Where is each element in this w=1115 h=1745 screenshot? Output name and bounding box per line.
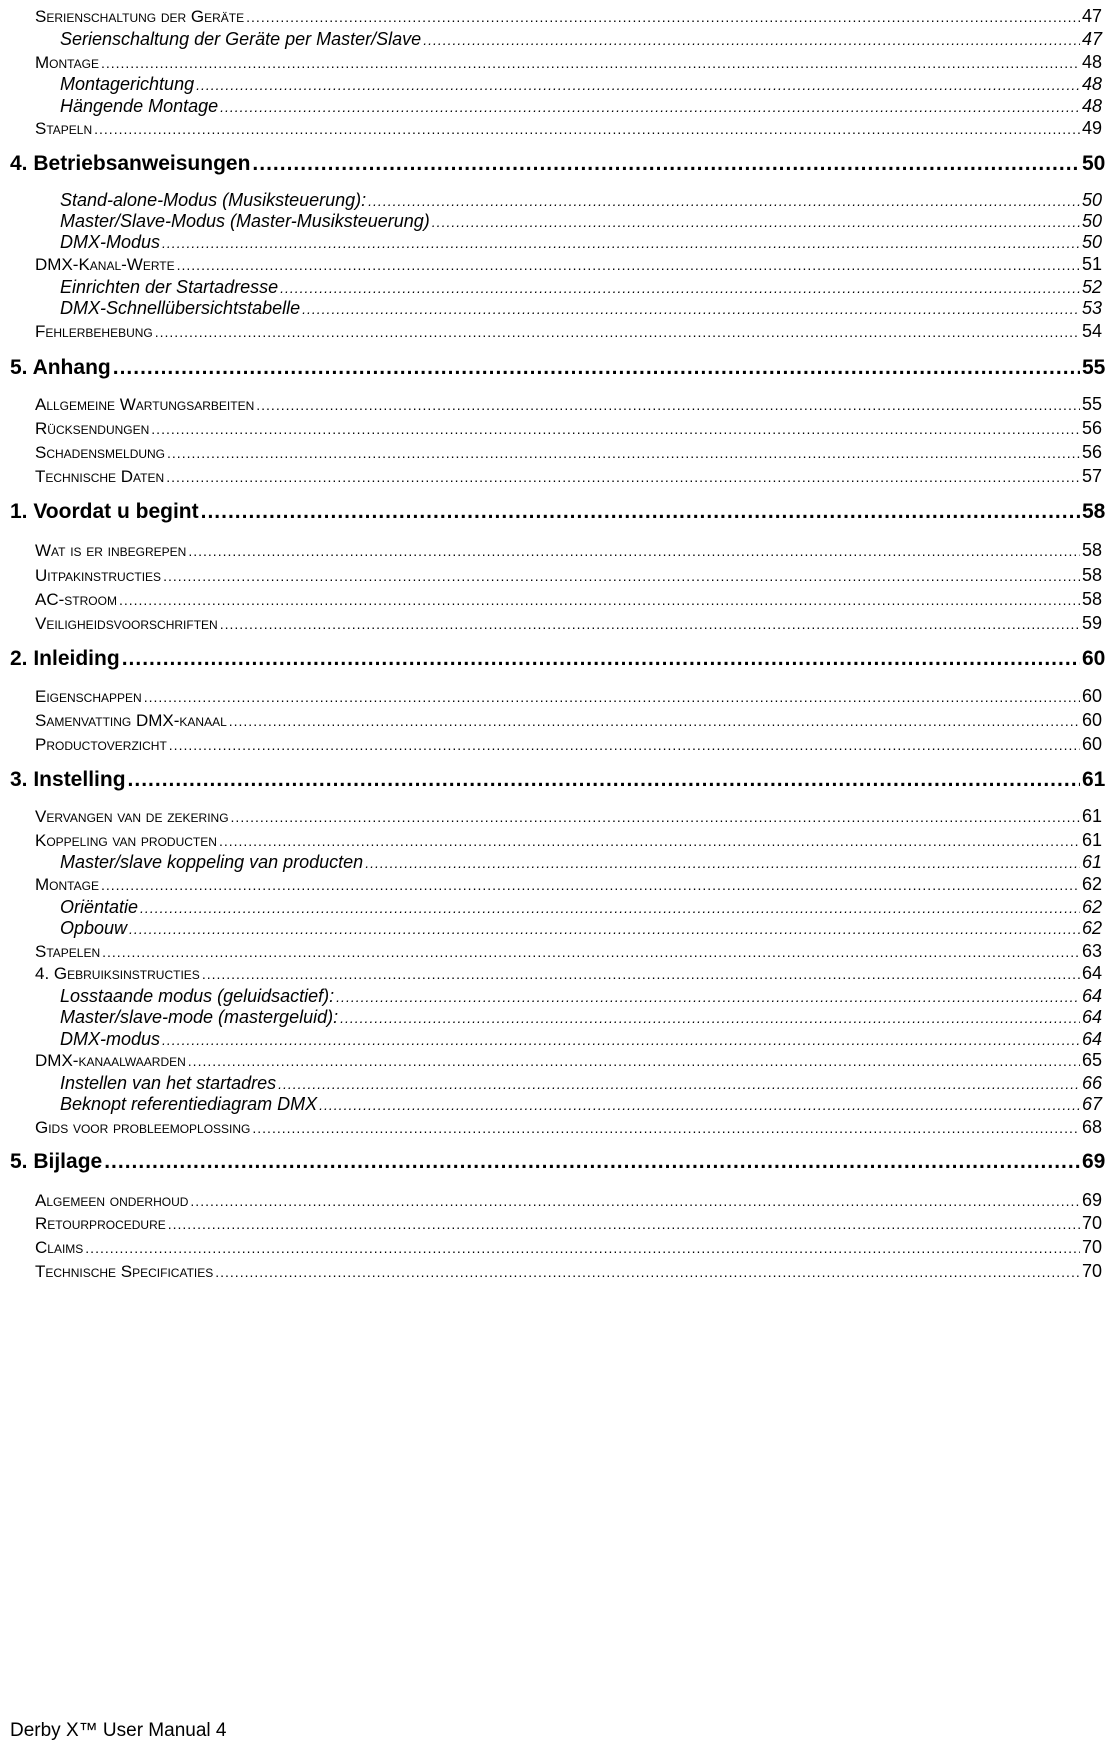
toc-entry-page: 47 <box>1082 29 1103 49</box>
toc-entry-title: Instellen van het startadres <box>60 1073 277 1093</box>
toc-entry-title: Losstaande modus (geluidsactief): <box>60 986 335 1006</box>
toc-entry-page: 47 <box>1082 6 1103 26</box>
toc-entry-title: Beknopt referentiediagram DMX <box>60 1094 318 1114</box>
dot-leader <box>302 302 1080 316</box>
dot-leader <box>215 1265 1080 1279</box>
toc-entry-title: Master/slave koppeling van producten <box>60 852 364 872</box>
dot-leader <box>280 281 1080 295</box>
toc-entry-title: 4. Gebruiksinstructies <box>35 964 200 983</box>
toc-entry-title: Stand-alone-Modus (Musiksteuerung): <box>60 190 367 210</box>
toc-section-entry[interactable] <box>35 466 1103 488</box>
toc-entry-title: Montage <box>35 53 99 72</box>
toc-section-entry[interactable] <box>35 118 1103 140</box>
toc-entry-page: 60 <box>1082 734 1103 754</box>
toc-entry-title: Samenvatting DMX-kanaal <box>35 711 227 730</box>
dot-leader <box>169 738 1080 752</box>
dot-leader <box>220 617 1080 631</box>
toc-chapter-entry[interactable] <box>10 768 1106 794</box>
dot-leader <box>432 215 1080 229</box>
toc-entry-title: Fehlerbehebung <box>35 322 153 341</box>
toc-section-entry[interactable] <box>35 1190 1103 1212</box>
toc-section-entry[interactable] <box>35 589 1103 611</box>
dot-leader <box>163 569 1080 583</box>
toc-entry-page: 61 <box>1082 830 1103 850</box>
toc-entry-page: 64 <box>1082 1007 1103 1027</box>
dot-leader <box>201 501 1080 522</box>
toc-entry-page: 63 <box>1082 941 1103 961</box>
dot-leader <box>368 194 1080 208</box>
dot-leader <box>256 398 1080 412</box>
toc-entry-title: Wat is er inbegrepen <box>35 541 187 560</box>
toc-entry-page: 67 <box>1082 1094 1103 1114</box>
toc-section-entry[interactable] <box>35 830 1103 852</box>
toc-entry-page: 61 <box>1082 768 1106 791</box>
toc-section-entry[interactable] <box>35 734 1103 756</box>
toc-entry-title: Serienschaltung der Geräte <box>35 7 245 26</box>
toc-section-entry[interactable] <box>35 418 1103 440</box>
toc-entry-page: 59 <box>1082 613 1103 633</box>
dot-leader <box>168 1217 1080 1231</box>
toc-entry-page: 62 <box>1082 918 1103 938</box>
toc-entry-title: Technische Daten <box>35 467 165 486</box>
toc-entry-title: Oriëntatie <box>60 897 139 917</box>
dot-leader <box>365 856 1080 870</box>
toc-entry-page: 60 <box>1082 686 1103 706</box>
toc-section-entry[interactable] <box>35 1050 1103 1072</box>
toc-subsection-entry[interactable] <box>60 1029 1103 1051</box>
dot-leader <box>196 78 1080 92</box>
toc-section-entry[interactable] <box>35 1237 1103 1259</box>
toc-section-entry[interactable] <box>35 710 1103 732</box>
dot-leader <box>119 593 1080 607</box>
toc-entry-title: Serienschaltung der Geräte per Master/Slave <box>60 29 422 49</box>
dot-leader <box>85 1241 1080 1255</box>
toc-entry-title: 5. Bijlage <box>10 1150 103 1173</box>
toc-entry-title: DMX-modus <box>60 1029 161 1049</box>
dot-leader <box>140 901 1080 915</box>
toc-section-entry[interactable] <box>35 394 1103 416</box>
toc-entry-title: Montagerichtung <box>60 74 195 94</box>
dot-leader <box>101 56 1080 70</box>
dot-leader <box>128 769 1080 790</box>
toc-entry-page: 65 <box>1082 1050 1103 1070</box>
toc-subsection-entry[interactable] <box>60 277 1103 299</box>
toc-subsection-entry[interactable] <box>60 1073 1103 1095</box>
toc-entry-page: 64 <box>1082 1029 1103 1049</box>
toc-subsection-entry[interactable] <box>60 29 1103 51</box>
dot-leader <box>177 258 1080 272</box>
toc-entry-title: 1. Voordat u begint <box>10 500 199 523</box>
toc-section-entry[interactable] <box>35 1213 1103 1235</box>
toc-entry-page: 61 <box>1082 806 1103 826</box>
toc-entry-title: Stapelen <box>35 942 101 961</box>
toc-entry-page: 58 <box>1082 500 1106 523</box>
toc-entry-title: Stapeln <box>35 119 93 138</box>
toc-entry-title: 3. Instelling <box>10 768 126 791</box>
toc-entry-title: Allgemeine Wartungsarbeiten <box>35 395 255 414</box>
toc-entry-title: Master/slave-mode (mastergeluid): <box>60 1007 339 1027</box>
dot-leader <box>188 544 1080 558</box>
dot-leader <box>231 810 1080 824</box>
toc-entry-page: 54 <box>1082 321 1103 341</box>
toc-entry-page: 49 <box>1082 118 1103 138</box>
toc-entry-page: 48 <box>1082 96 1103 116</box>
toc-entry-page: 61 <box>1082 852 1103 872</box>
toc-entry-title: Vervangen van de zekering <box>35 807 229 826</box>
dot-leader <box>101 878 1080 892</box>
toc-entry-page: 66 <box>1082 1073 1103 1093</box>
toc-entry-title: AC-stroom <box>35 590 117 609</box>
toc-section-entry[interactable] <box>35 540 1103 562</box>
dot-leader <box>220 100 1080 114</box>
toc-section-entry[interactable] <box>35 254 1103 276</box>
toc-entry-page: 60 <box>1082 710 1103 730</box>
toc-entry-page: 64 <box>1082 986 1103 1006</box>
toc-entry-page: 55 <box>1082 394 1103 414</box>
toc-entry-page: 57 <box>1082 466 1103 486</box>
toc-entry-page: 48 <box>1082 52 1103 72</box>
toc-entry-page: 56 <box>1082 442 1103 462</box>
toc-entry-page: 50 <box>1082 190 1103 210</box>
toc-chapter-entry[interactable] <box>10 647 1106 673</box>
toc-section-entry[interactable] <box>35 6 1103 28</box>
toc-entry-page: 64 <box>1082 963 1103 983</box>
toc-entry-title: Eigenschappen <box>35 687 142 706</box>
dot-leader <box>252 1121 1080 1135</box>
toc-entry-title: DMX-kanaalwaarden <box>35 1051 186 1070</box>
dot-leader <box>278 1077 1080 1091</box>
toc-entry-page: 70 <box>1082 1261 1103 1281</box>
toc-subsection-entry[interactable] <box>60 298 1103 320</box>
dot-leader <box>94 122 1080 136</box>
toc-subsection-entry[interactable] <box>60 986 1103 1008</box>
dot-leader <box>167 446 1080 460</box>
toc-entry-title: Rücksendungen <box>35 419 150 438</box>
dot-leader <box>246 10 1080 24</box>
toc-subsection-entry[interactable] <box>60 1007 1103 1029</box>
toc-entry-page: 69 <box>1082 1190 1103 1210</box>
toc-entry-page: 50 <box>1082 211 1103 231</box>
toc-entry-page: 58 <box>1082 565 1103 585</box>
toc-section-entry[interactable] <box>35 874 1103 896</box>
dot-leader <box>188 1054 1080 1068</box>
toc-section-entry[interactable] <box>35 442 1103 464</box>
toc-section-entry[interactable] <box>35 565 1103 587</box>
toc-section-entry[interactable] <box>35 963 1103 985</box>
dot-leader <box>162 1033 1080 1047</box>
toc-subsection-entry[interactable] <box>60 897 1103 919</box>
toc-entry-page: 51 <box>1082 254 1103 274</box>
toc-entry-title: 2. Inleiding <box>10 647 120 670</box>
toc-entry-page: 70 <box>1082 1213 1103 1233</box>
toc-subsection-entry[interactable] <box>60 190 1103 212</box>
toc-entry-page: 56 <box>1082 418 1103 438</box>
toc-entry-page: 52 <box>1082 277 1103 297</box>
toc-section-entry[interactable] <box>35 1117 1103 1139</box>
dot-leader <box>129 922 1080 936</box>
toc-entry-title: Veiligheidsvoorschriften <box>35 614 218 633</box>
toc-section-entry[interactable] <box>35 321 1103 343</box>
dot-leader <box>151 422 1080 436</box>
toc-entry-page: 50 <box>1082 232 1103 252</box>
toc-section-entry[interactable] <box>35 941 1103 963</box>
toc-entry-page: 69 <box>1082 1150 1106 1173</box>
toc-entry-title: Einrichten der Startadresse <box>60 277 279 297</box>
dot-leader <box>113 357 1080 378</box>
toc-entry-page: 62 <box>1082 874 1103 894</box>
dot-leader <box>104 1151 1080 1172</box>
dot-leader <box>319 1098 1080 1112</box>
toc-subsection-entry[interactable] <box>60 918 1103 940</box>
toc-entry-title: DMX-Modus <box>60 232 161 252</box>
toc-section-entry[interactable] <box>35 52 1103 74</box>
toc-subsection-entry[interactable] <box>60 96 1103 118</box>
toc-entry-title: Uitpakinstructies <box>35 566 162 585</box>
dot-leader <box>336 990 1080 1004</box>
toc-entry-page: 53 <box>1082 298 1103 318</box>
toc-chapter-entry[interactable] <box>10 152 1106 178</box>
toc-entry-title: 4. Betriebsanweisungen <box>10 152 251 175</box>
dot-leader <box>166 470 1080 484</box>
toc-entry-title: Technische Specificaties <box>35 1262 214 1281</box>
toc-entry-page: 55 <box>1082 356 1106 379</box>
dot-leader <box>219 834 1080 848</box>
toc-entry-title: Algemeen onderhoud <box>35 1191 189 1210</box>
toc-subsection-entry[interactable] <box>60 232 1103 254</box>
dot-leader <box>190 1194 1080 1208</box>
toc-entry-title: DMX-Schnellübersichtstabelle <box>60 298 301 318</box>
toc-section-entry[interactable] <box>35 806 1103 828</box>
toc-entry-page: 60 <box>1082 647 1106 670</box>
toc-section-entry[interactable] <box>35 613 1103 635</box>
toc-section-entry[interactable] <box>35 686 1103 708</box>
toc-entry-title: Koppeling van producten <box>35 831 217 850</box>
toc-entry-page: 70 <box>1082 1237 1103 1257</box>
page-footer: Derby X™ User Manual 4 <box>10 1720 227 1741</box>
dot-leader <box>162 236 1080 250</box>
toc-subsection-entry[interactable] <box>60 852 1103 874</box>
toc-entry-title: 5. Anhang <box>10 356 111 379</box>
toc-entry-title: Retourprocedure <box>35 1214 166 1233</box>
toc-entry-page: 62 <box>1082 897 1103 917</box>
toc-subsection-entry[interactable] <box>60 1094 1103 1116</box>
dot-leader <box>229 714 1080 728</box>
toc-chapter-entry[interactable] <box>10 356 1106 382</box>
toc-chapter-entry[interactable] <box>10 1150 1106 1176</box>
toc-entry-title: Opbouw <box>60 918 128 938</box>
toc-entry-title: Claims <box>35 1238 84 1257</box>
toc-entry-page: 58 <box>1082 589 1103 609</box>
dot-leader <box>202 967 1080 981</box>
toc-entry-title: Schadensmeldung <box>35 443 166 462</box>
toc-chapter-entry[interactable] <box>10 500 1106 526</box>
toc-section-entry[interactable] <box>35 1261 1103 1283</box>
dot-leader <box>340 1011 1080 1025</box>
dot-leader <box>144 690 1080 704</box>
toc-entry-page: 68 <box>1082 1117 1103 1137</box>
dot-leader <box>423 33 1080 47</box>
toc-entry-title: Hängende Montage <box>60 96 219 116</box>
toc-entry-title: Master/Slave-Modus (Master-Musiksteuerung) <box>60 211 430 231</box>
toc-subsection-entry[interactable] <box>60 74 1103 96</box>
toc-entry-page: 48 <box>1082 74 1103 94</box>
dot-leader <box>252 153 1080 174</box>
toc-entry-title: Montage <box>35 875 99 894</box>
toc-subsection-entry[interactable] <box>60 211 1103 233</box>
dot-leader <box>155 325 1080 339</box>
toc-entry-title: DMX-Kanal-Werte <box>35 255 175 274</box>
dot-leader <box>102 945 1080 959</box>
toc-entry-page: 50 <box>1082 152 1106 175</box>
toc-entry-title: Productoverzicht <box>35 735 167 754</box>
toc-entry-page: 58 <box>1082 540 1103 560</box>
toc-entry-title: Gids voor probleemoplossing <box>35 1118 251 1137</box>
dot-leader <box>122 648 1080 669</box>
